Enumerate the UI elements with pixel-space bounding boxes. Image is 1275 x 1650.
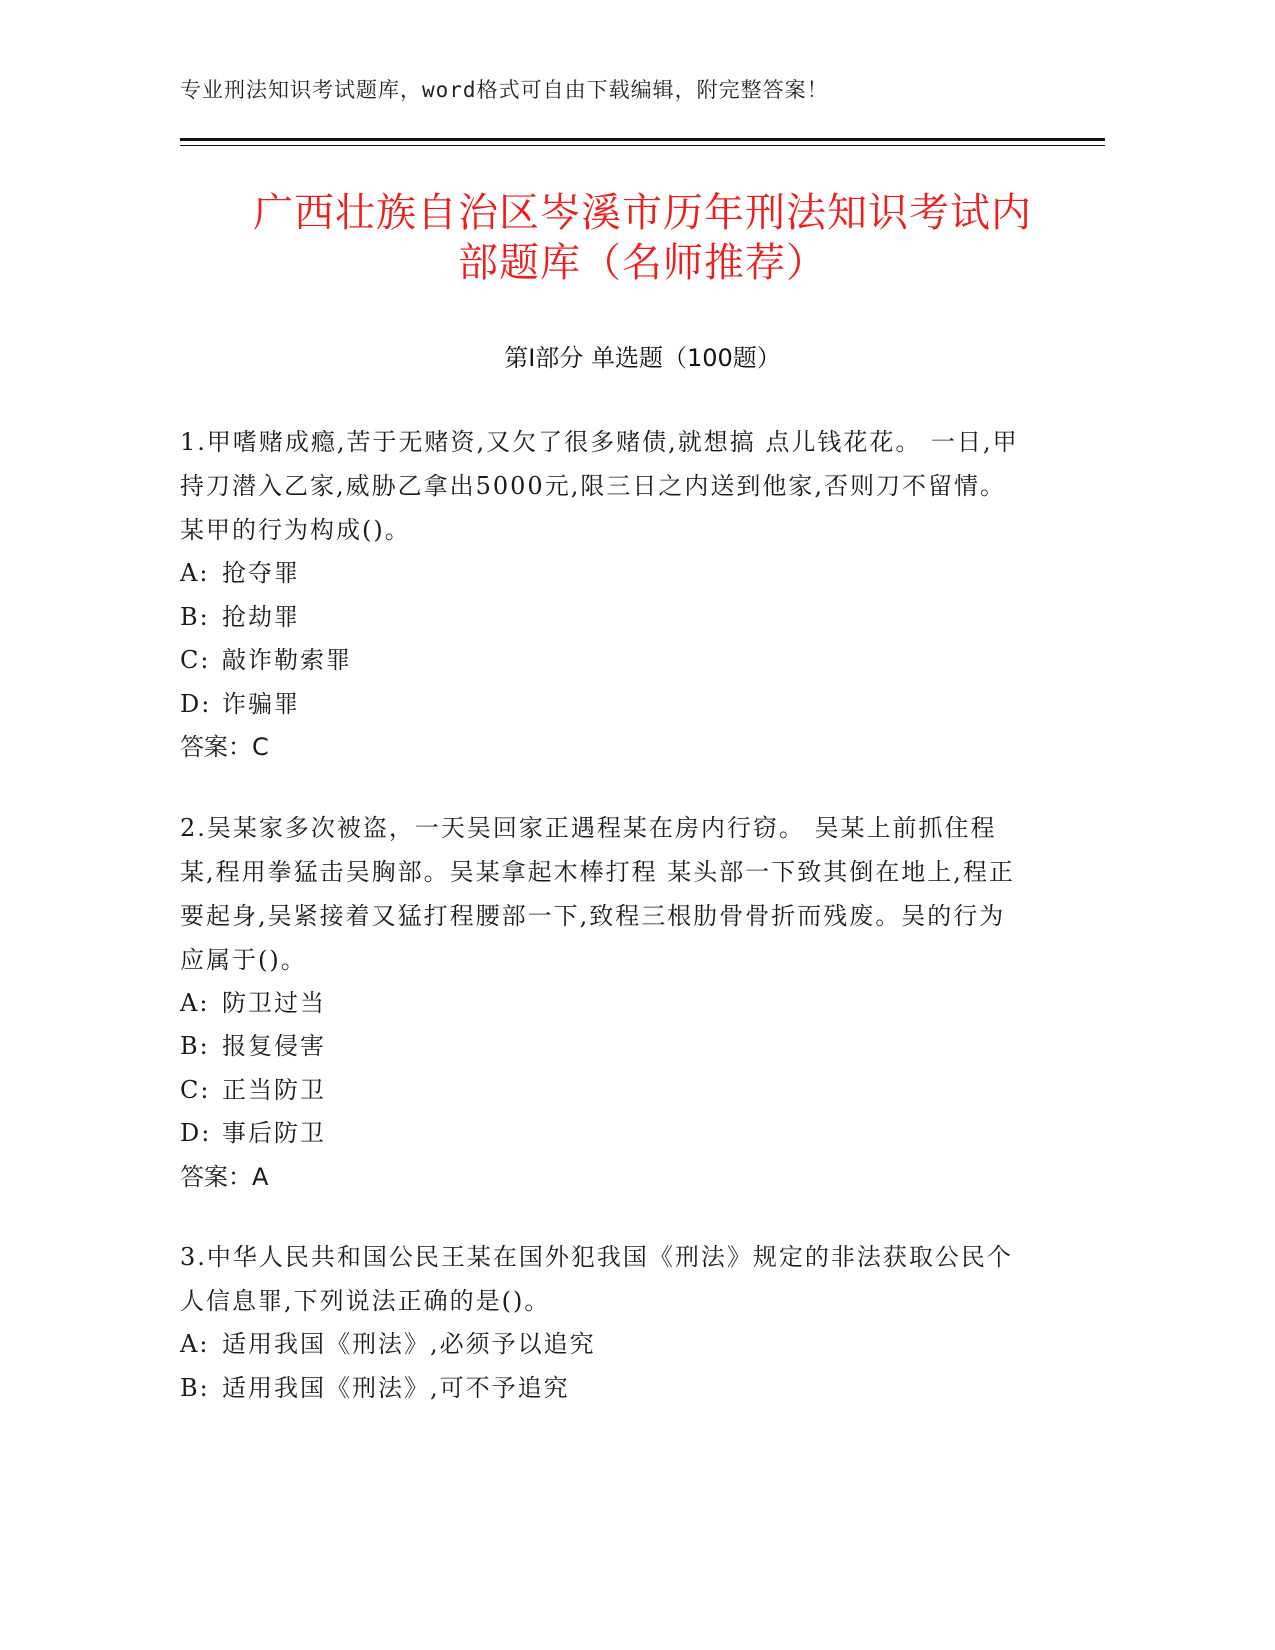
option-a: [180, 982, 1030, 1026]
question-3: [180, 1235, 1030, 1410]
option-text: 抢劫罪: [222, 602, 300, 631]
option-b: [180, 1367, 1030, 1411]
option-a: [180, 1323, 1030, 1367]
option-key: C:: [180, 1075, 211, 1104]
option-b: [180, 1025, 1030, 1069]
question-list: [180, 420, 1030, 1446]
option-key: B:: [180, 1032, 210, 1060]
option-d: [180, 1112, 1030, 1156]
option-key: B:: [180, 1373, 210, 1402]
option-key: A:: [180, 559, 210, 587]
option-b: [180, 596, 1030, 640]
question-stem: 1.甲嗜赌成瘾,苦于无赌资,又欠了很多赌债,就想搞 点儿钱花花。 一日,甲持刀潜入乙家,威胁乙拿出5000元,限三日之内送到他家,否则刀不留情。某甲的行为构成()。: [180, 428, 1019, 544]
option-key: A:: [180, 988, 210, 1017]
option-text: 事后防卫: [222, 1119, 326, 1147]
document-title: [180, 188, 1105, 288]
option-text: 诈骗罪: [222, 689, 300, 718]
option-text: 敲诈勒索罪: [222, 646, 352, 674]
question-1: [180, 420, 1030, 770]
section-title: 第Ⅰ部分 单选题（100题）: [504, 344, 781, 372]
option-key: D:: [180, 689, 212, 718]
option-d: [180, 683, 1030, 727]
option-text: 正当防卫: [222, 1075, 326, 1104]
option-text: 抢夺罪: [222, 559, 300, 587]
option-text: 防卫过当: [222, 988, 326, 1017]
option-c: [180, 639, 1030, 683]
option-key: C:: [180, 646, 211, 674]
header-rule-thin: [180, 145, 1105, 146]
document-title-line-2: 部题库（名师推荐）: [458, 240, 827, 286]
question-2: [180, 806, 1030, 1200]
question-stem: 3.中华人民共和国公民王某在国外犯我国《刑法》规定的非法获取公民个人信息罪,下列说法正确的是()。: [180, 1243, 1013, 1315]
option-a: [180, 552, 1030, 596]
option-text: 报复侵害: [222, 1032, 326, 1060]
option-text: 适用我国《刑法》,必须予以追究: [222, 1330, 596, 1358]
option-c: [180, 1069, 1030, 1113]
question-stem: 2.吴某家多次被盗，一天吴回家正遇程某在房内行窃。 吴某上前抓住程某,程用拳猛击吴胸部。吴某拿起木棒打程 某头部一下致其倒在地上,程正要起身,吴紧接着又猛打程腰部一下,致程三根肋骨骨折而残废。吴的行为应属于()。: [180, 813, 1015, 974]
header-note: 专业刑法知识考试题库，word格式可自由下载编辑，附完整答案！: [180, 78, 829, 102]
option-key: A:: [180, 1330, 210, 1358]
answer: 答案：C: [180, 733, 269, 761]
header-rule-thick: [180, 138, 1105, 141]
option-key: B:: [180, 602, 210, 631]
option-key: D:: [180, 1119, 212, 1147]
answer: 答案：A: [180, 1162, 269, 1191]
document-title-line-1: 广西壮族自治区岑溪市历年刑法知识考试内: [253, 190, 1032, 236]
option-text: 适用我国《刑法》,可不予追究: [222, 1373, 570, 1402]
